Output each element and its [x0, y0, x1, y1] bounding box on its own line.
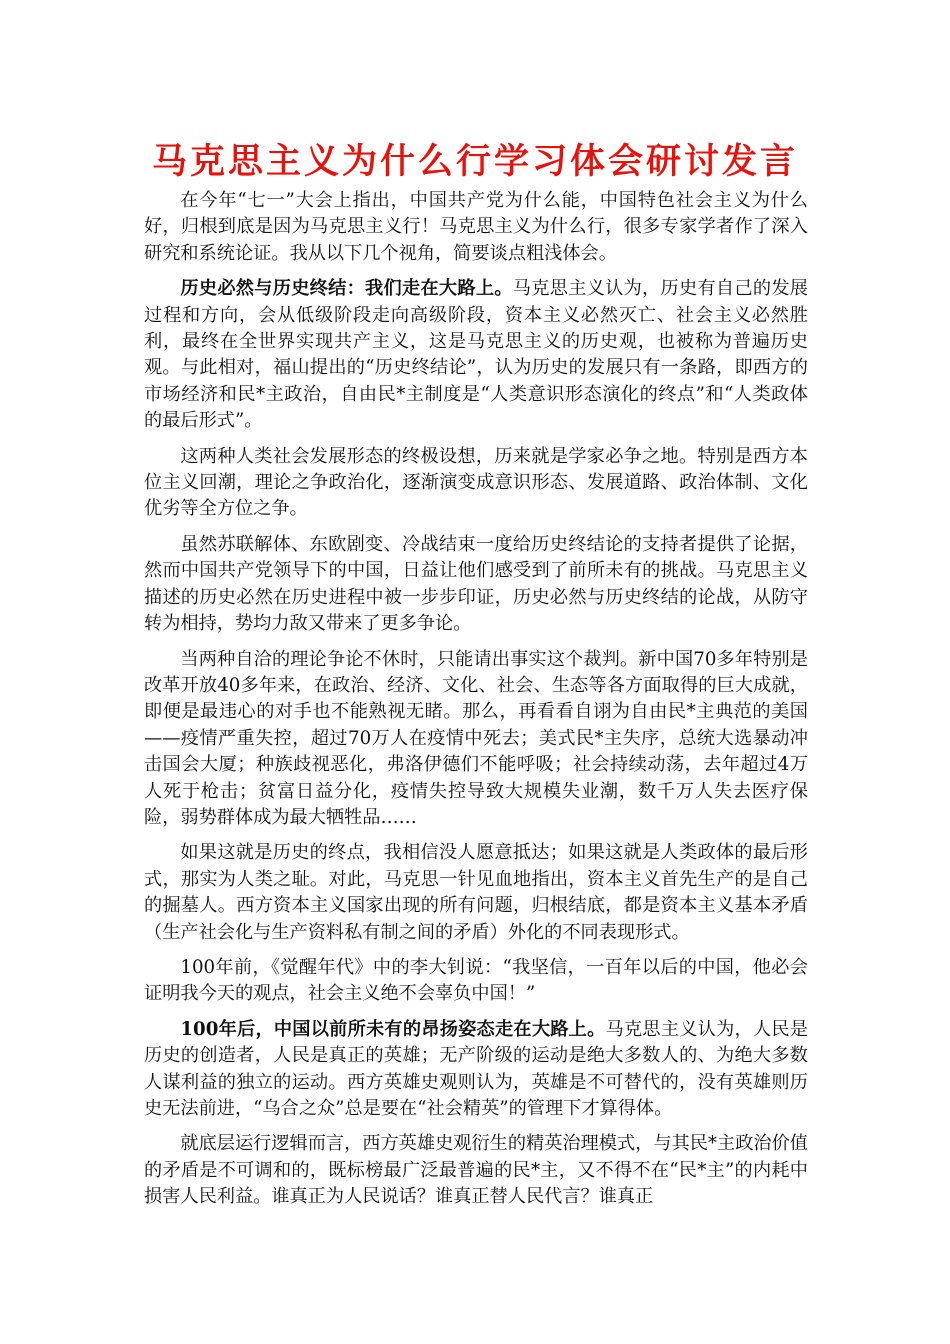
paragraph-lead: 100年后，中国以前所未有的昂扬姿态走在大路上。 [180, 1018, 606, 1040]
document-title: 马克思主义为什么行学习体会研讨发言 [151, 141, 798, 182]
paragraph [144, 444, 808, 523]
paragraph-text: 在今年“七一”大会上指出，中国共产党为什么能，中国特色社会主义为什么好，归根到底是因为马克思主义行！马克思主义为什么行，很多专家学者作了深入研究和系统论证。我从以下几个视角，简要谈点粗浅体会。 [144, 190, 808, 264]
paragraph-text: 这两种人类社会发展形态的终极设想，历来就是学家必争之地。特别是西方本位主义回潮，理论之争政治化，逐渐演变成意识形态、发展道路、政治体制、文化优劣等全方位之争。 [144, 445, 808, 520]
paragraph-text: 如果这就是历史的终点，我相信没人愿意抵达；如果这就是人类政体的最后形式，那实为人类之耻。对此，马克思一针见血地指出，资本主义首先生产的是自己的掘墓人。西方资本主义国家出现的所有问题，归根结底，都是资本主义基本矛盾（生产社会化与生产资料私有制之间的矛盾）外化的不同表现形式。 [144, 842, 808, 943]
paragraph-text: 100年前，《觉醒年代》中的李大钊说：“我坚信，一百年以后的中国，他必会证明我今天的观点，社会主义绝不会辜负中国！” [144, 956, 808, 1005]
paragraph-text: 虽然苏联解体、东欧剧变、冷战结束一度给历史终结论的支持者提供了论据，然而中国共产党领导下的中国，日益让他们感受到了前所未有的挑战。马克思主义描述的历史必然在历史进程中被一步步印证，历史必然与历史终结的论战，从防守转为相持，势均力敌又带来了更多争论。 [144, 533, 808, 635]
paragraph [144, 840, 808, 946]
paragraph [144, 955, 808, 1008]
paragraph [144, 1017, 808, 1123]
document-body [144, 188, 808, 1220]
paragraph [144, 647, 808, 832]
paragraph [144, 532, 808, 638]
paragraph-text: 就底层运行逻辑而言，西方英雄史观衍生的精英治理模式，与其民*主政治价值的矛盾是不可调和的，既标榜最广泛最普遍的民*主，又不得不在“民*主”的内耗中损害人民利益。谁真正为人民说话？谁真正替人民代言？谁真正 [144, 1133, 808, 1208]
paragraph-text: 当两种自洽的理论争论不休时，只能请出事实这个裁判。新中国70多年特别是改革开放40多年来，在政治、经济、文化、社会、生态等各方面取得的巨大成就，即便是最违心的对手也不能熟视无睹。那么，再看看自诩为自由民*主典范的美国——疫情严重失控，超过70万人在疫情中死去；美式民*主失序，总统大选暴动冲击国会大厦；种族歧视恶化，弗洛伊德们不能呼吸；社会持续动荡，去年超过4万人死于枪击；贫富日益分化，疫情失控导致大规模失业潮，数千万人失去医疗保险，弱势群体成为最大牺牲品…… [144, 648, 808, 828]
paragraph [144, 1131, 808, 1210]
paragraph [144, 188, 808, 267]
paragraph-text: 马克思主义认为，历史有自己的发展过程和方向，会从低级阶段走向高级阶段，资本主义必然灭亡、社会主义必然胜利，最终在全世界实现共产主义，这是马克思主义的历史观，也被称为普遍历史观。与此相对，福山提出的“历史终结论”，认为历史的发展只有一条路，即西方的市场经济和民*主政治，自由民*主制度是“人类意识形态演化的终点”和“人类政体的最后形式”。 [144, 278, 808, 432]
paragraph-lead: 历史必然与历史终结：我们走在大路上。 [180, 278, 513, 300]
paragraph [144, 276, 808, 434]
paragraph-text: 马克思主义认为，人民是历史的创造者，人民是真正的英雄；无产阶级的运动是绝大多数人的、为绝大多数人谋利益的独立的运动。西方英雄史观则认为，英雄是不可替代的，没有英雄则历史无法前进，“乌合之众”总是要在“社会精英”的管理下才算得体。 [144, 1018, 808, 1119]
